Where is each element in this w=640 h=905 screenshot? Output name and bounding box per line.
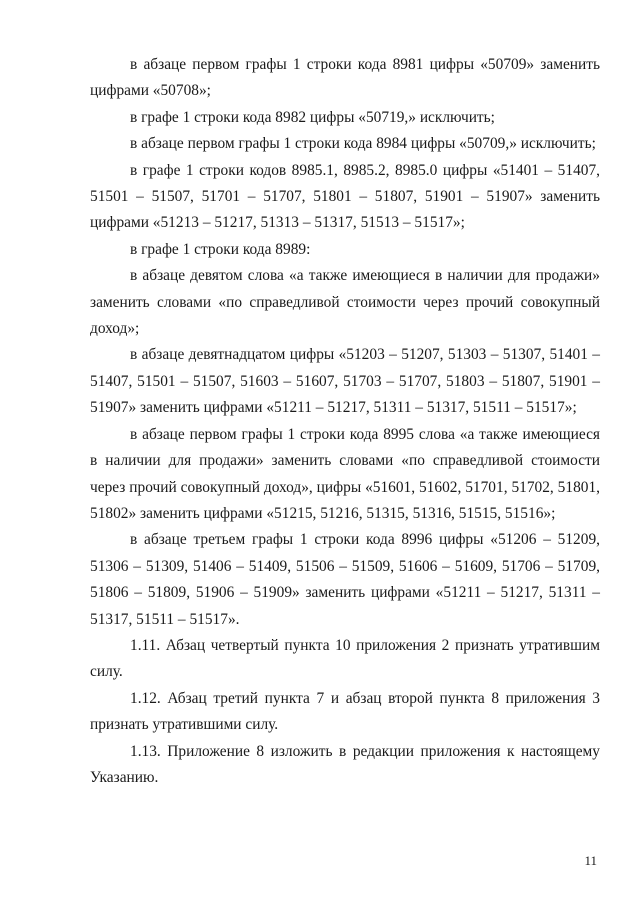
page-number: 11 bbox=[584, 853, 597, 868]
paragraph: в абзаце девятнадцатом цифры «51203 – 51207, 51303 – 51307, 51401 – 51407, 51501 – 51507, 51603 – 51607, 51703 – 51707, 51803 – 51807, 51901 – 51907» заменить цифрами «51211 – 51217, 51311 – 51317, 51511 – 51517»; bbox=[90, 346, 600, 417]
paragraph: в абзаце девятом слова «а также имеющиеся в наличии для продажи» заменить словами «по справедливой стоимости через прочий совокупный доход»; bbox=[90, 267, 600, 338]
paragraph: 1.13. Приложение 8 изложить в редакции приложения к настоящему Указанию. bbox=[90, 742, 600, 786]
paragraph: 1.12. Абзац третий пункта 7 и абзац второй пункта 8 приложения 3 признать утратившими силу. bbox=[90, 689, 600, 734]
paragraph: 1.11. Абзац четвертый пункта 10 приложения 2 признать утратившим силу. bbox=[90, 636, 600, 681]
paragraph: в абзаце третьем графы 1 строки кода 8996 цифры «51206 – 51209, 51306 – 51309, 51406 – 51409, 51506 – 51509, 51606 – 51609, 51706 – 51709, 51806 – 51809, 51906 – 51909» заменить цифрами «51211 – 51217, 51311 – 51317, 51511 – 51517». bbox=[90, 531, 600, 628]
paragraph: в абзаце первом графы 1 строки кода 8984 цифры «50709,» исключить; bbox=[130, 135, 596, 153]
paragraph: в графе 1 строки кодов 8985.1, 8985.2, 8985.0 цифры «51401 – 51407, 51501 – 51507, 51701 – 51707, 51801 – 51807, 51901 – 51907» заменить цифрами «51213 – 51217, 51313 – 51317, 51513 – 51517»; bbox=[90, 161, 600, 232]
paragraph: в абзаце первом графы 1 строки кода 8981 цифры «50709» заменить цифрами «50708»; bbox=[90, 56, 600, 100]
paragraph: в графе 1 строки кода 8982 цифры «50719,» исключить; bbox=[130, 108, 495, 126]
paragraph: в абзаце первом графы 1 строки кода 8995 слова «а также имеющиеся в наличии для продажи» заменить словами «по справедливой стоимости через прочий совокупный доход», цифры «51601, 51602, 51701, 51702, 51801, 51802» заменить цифрами «51215, 51216, 51315, 51316, 51515, 51516»; bbox=[90, 425, 600, 522]
document-body bbox=[90, 52, 600, 791]
paragraph: в графе 1 строки кода 8989: bbox=[130, 240, 311, 258]
